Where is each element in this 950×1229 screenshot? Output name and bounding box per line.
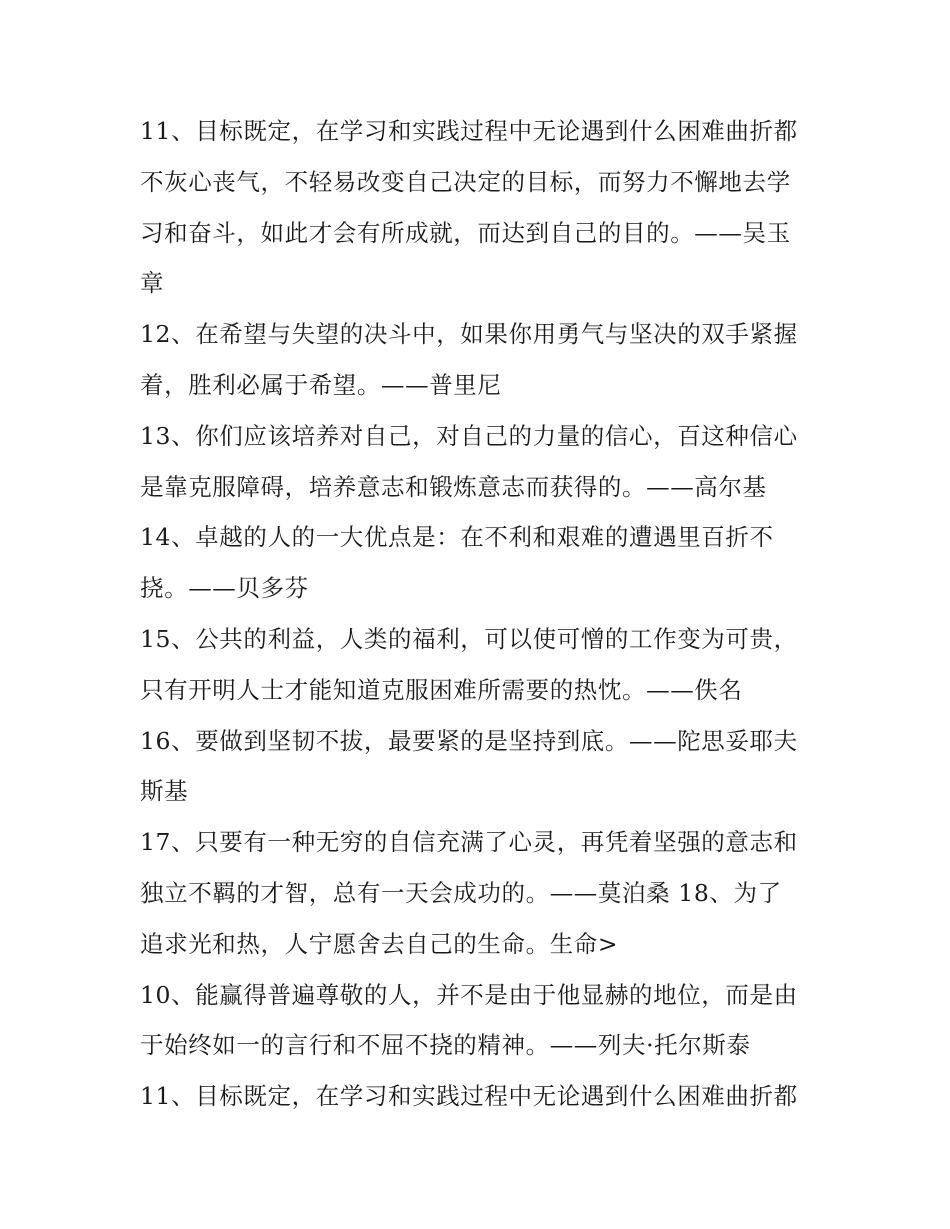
text-line: 章 <box>140 269 165 298</box>
text-line: 11、目标既定，在学习和实践过程中无论遇到什么困难曲折都 <box>140 117 798 145</box>
text-line: 12、在希望与失望的决斗中，如果你用勇气与坚决的双手紧握 <box>140 320 798 349</box>
text-line: 17、只要有一种无穷的自信充满了心灵，再凭着坚强的意志和 <box>140 828 798 857</box>
text-line: 于始终如一的言行和不屈不挠的精神。——列夫·托尔斯泰 <box>140 1031 751 1060</box>
text-line: 独立不羁的才智，总有一天会成功的。——莫泊桑 18、为了 <box>140 878 782 907</box>
text-line: 11、目标既定，在学习和实践过程中无论遇到什么困难曲折都 <box>140 1082 798 1111</box>
text-line: 15、公共的利益，人类的福利，可以使可憎的工作变为可贵， <box>140 624 798 653</box>
text-line: 不灰心丧气，不轻易改变自己决定的目标，而努力不懈地去学 <box>140 167 791 196</box>
text-line: 追求光和热，人宁愿舍去自己的生命。生命> <box>140 929 619 958</box>
text-line: 16、要做到坚韧不拔，最要紧的是坚持到底。——陀思妥耶夫 <box>140 726 798 755</box>
text-line: 10、能赢得普遍尊敬的人，并不是由于他显赫的地位，而是由 <box>140 980 798 1009</box>
text-line: 着，胜利必属于希望。——普里尼 <box>140 370 502 399</box>
text-line: 14、卓越的人的一大优点是：在不利和艰难的遭遇里百折不 <box>140 523 774 552</box>
text-line: 挠。——贝多芬 <box>140 574 309 603</box>
text-line: 习和奋斗，如此才会有所成就，而达到自己的目的。——吴玉 <box>140 218 791 247</box>
text-line: 斯基 <box>140 777 189 806</box>
text-line: 是靠克服障碍，培养意志和锻炼意志而获得的。——高尔基 <box>140 472 767 501</box>
text-line: 13、你们应该培养对自己，对自己的力量的信心，百这种信心 <box>140 421 798 450</box>
document-body <box>140 106 820 1122</box>
text-line: 只有开明人士才能知道克服困难所需要的热忱。——佚名 <box>140 675 743 704</box>
